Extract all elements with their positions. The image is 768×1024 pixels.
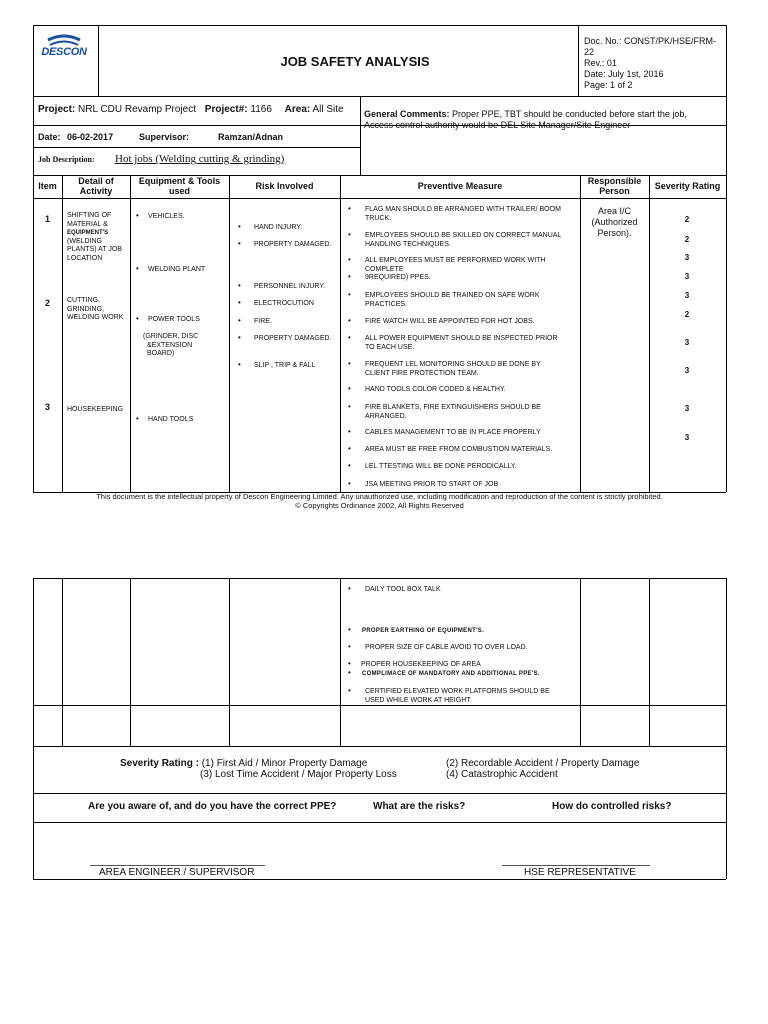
activity-line: WELDING WORK <box>67 314 124 321</box>
supervisor-label: Supervisor: <box>139 132 190 142</box>
risk-item: • PROPERTY DAMAGED. <box>238 239 332 248</box>
severity-value: 2 <box>684 215 690 224</box>
risk-text: PROPERTY DAMAGED. <box>254 241 332 248</box>
date-label: Date: <box>38 132 61 142</box>
risk-text: ELECTROCUTION <box>254 300 314 307</box>
doc-number-line2: 22 <box>584 47 595 57</box>
measure-text: EMPLOYEES SHOULD BE TRAINED ON SAFE WORK <box>365 292 540 299</box>
question-risks: What are the risks? <box>373 801 466 812</box>
activity-line: GRINDING, <box>67 305 104 313</box>
severity-value: 2 <box>684 235 690 244</box>
question-ppe: Are you aware of, and do you have the correct PPE? <box>88 801 337 812</box>
page-title: JOB SAFETY ANALYSIS <box>280 54 430 69</box>
general-comments <box>364 109 724 131</box>
measure-text: USED WHILE WORK AT HEIGHT <box>365 696 471 704</box>
activity-line: (WELDING <box>67 237 102 245</box>
measure-text: COMPLIMACE OF MANDATORY AND ADDITIONAL PPE'S. <box>362 671 540 677</box>
col-header-severity: Severity Rating <box>654 181 721 191</box>
risk-text: SLIP , TRIP & FALL <box>254 362 316 369</box>
measure-item: • PROPER EARTHING OF EQUIPMENT'S. <box>348 627 578 636</box>
signature-area-engineer: AREA ENGINEER / SUPERVISOR <box>99 867 255 878</box>
measure-text: AREA MUST BE FREE FROM COMBUSTION MATERIALS. <box>365 446 553 453</box>
job-description-label: Job Description: <box>38 155 95 164</box>
measure-item: • DAILY TOOL BOX TALK <box>348 586 578 595</box>
copyright-line2: © Copyrights Ordinance 2002, All Rights Reserved <box>295 501 464 510</box>
activity-3: HOUSEKEEPING <box>67 406 124 413</box>
col-header-detail <box>62 176 130 196</box>
activity-line: PLANTS) AT JOB <box>67 246 122 253</box>
measure-item: • CERTIFIED ELEVATED WORK PLATFORMS SHOULD BE USED WHILE WORK AT HEIGHT <box>348 686 550 704</box>
risk-text: PERSONNEL INJURY. <box>254 283 326 290</box>
measure-text: LEL TTESTING WILL BE DONE PERODICALLY. <box>365 463 517 470</box>
equipment-item: • WELDING PLANT <box>136 264 206 273</box>
measure-text: ALL POWER EQUIPMENT SHOULD BE INSPECTED PRIOR <box>365 335 558 342</box>
descon-logo <box>40 32 88 72</box>
severity-value: 3 <box>684 291 690 300</box>
project-row <box>38 104 344 115</box>
measure-text: FIRE BLANKETS, FIRE EXTINGUISHERS SHOULD BE <box>365 404 541 411</box>
measure-item: • EMPLOYEES SHOULD BE TRAINED ON SAFE WORK PRACTICES. <box>348 290 540 308</box>
risk-text: FIRE. <box>254 318 272 325</box>
measure-text: ARRANGED. <box>365 412 407 420</box>
severity-legend-3: (3) Lost Time Accident / Major Property Loss <box>200 769 397 780</box>
signature-line-area-engineer <box>90 865 265 866</box>
comments-line2: Access control authority would be DEL Site Manager/Site Engineer <box>364 120 631 130</box>
risk-item: • HAND INJURY. <box>238 222 302 231</box>
col-header-responsible-line2: Person <box>599 186 630 196</box>
measure-item: • HAND TOOLS COLOR CODED & HEALTHY. <box>348 386 578 395</box>
equipment-text: HAND TOOLS <box>148 416 194 423</box>
risk-item: • FIRE. <box>238 316 272 325</box>
date-row <box>38 132 113 142</box>
col-header-equipment-line1: Equipment & Tools <box>138 176 221 186</box>
measure-item: • PROPER SIZE OF CABLE AVOID TO OVER LOAD. <box>348 644 578 653</box>
measure-text: FLAG MAN SHOULD BE ARRANGED WITH TRAILER/ BOOM <box>365 206 561 213</box>
col-header-responsible-line1: Responsible <box>587 176 642 186</box>
project-number-value: 1166 <box>250 104 272 115</box>
col-header-equipment <box>130 176 229 196</box>
col-header-detail-line2: Activity <box>79 186 113 196</box>
severity-value: 3 <box>684 272 690 281</box>
date-value: 06-02-2017 <box>67 132 114 142</box>
severity-legend-label: Severity Rating : <box>120 758 199 769</box>
equipment-item: • POWER TOOLS <box>136 314 200 323</box>
measure-text: JSA MEETING PRIOR TO START OF JOB <box>365 481 499 488</box>
item-number: 3 <box>44 402 50 412</box>
measure-text: COMPLETE <box>365 265 404 273</box>
doc-date: Date: July 1st, 2016 <box>584 69 664 79</box>
activity-1 <box>67 212 122 263</box>
equipment-sub-line: BOARD) <box>147 350 175 357</box>
risk-item: • PERSONNEL INJURY. <box>238 281 326 290</box>
severity-value: 3 <box>684 253 690 262</box>
equipment-sub <box>143 333 198 359</box>
equipment-sub-line: &EXTENSION <box>147 341 193 349</box>
measure-item: • LEL TTESTING WILL BE DONE PERODICALLY. <box>348 463 578 472</box>
severity-legend-row1 <box>120 758 367 769</box>
measure-item: • 9REQUIRED) PPES. <box>348 274 578 283</box>
comments-line1: Proper PPE, TBT should be conducted before start the job, <box>452 109 687 119</box>
measure-text: CLIENT FIRE PROTECTION TEAM. <box>365 369 479 377</box>
equipment-sub-line: (GRINDER, DISC <box>143 333 199 340</box>
col-header-preventive: Preventive Measure <box>417 181 503 191</box>
equipment-text: VEHICLES. <box>148 213 185 220</box>
severity-legend-4: (4) Catastrophic Accident <box>446 769 558 780</box>
risk-text: HAND INJURY. <box>254 224 302 231</box>
measure-item: • PROPER HOUSEKEEPING OF AREA <box>348 661 578 670</box>
measure-item: • AREA MUST BE FREE FROM COMBUSTION MATERIALS. <box>348 446 578 455</box>
signature-line-hse <box>502 865 650 866</box>
responsible-line: Person). <box>597 228 632 238</box>
measure-item: • COMPLIMACE OF MANDATORY AND ADDITIONAL PPE'S. <box>348 670 578 679</box>
comments-label: General Comments: <box>364 109 450 119</box>
copyright-line1: This document is the intellectual property of Descon Engineering Limited. Any unauthorized use, including modification and reproduction of the content is strictly prohibited. <box>96 492 663 501</box>
equipment-text: WELDING PLANT <box>148 266 206 273</box>
responsible-person <box>580 206 649 239</box>
risk-item: • ELECTROCUTION <box>238 298 314 307</box>
item-number: 1 <box>44 214 50 224</box>
severity-legend-1: (1) First Aid / Minor Property Damage <box>201 758 368 769</box>
measure-item: • CABLES MANAGEMENT TO BE IN PLACE PROPERLY <box>348 429 578 438</box>
measure-item: • FREQUENT LEL MONITORING SHOULD BE DONE BY CLIENT FIRE PROTECTION TEAM. <box>348 359 541 377</box>
measure-item: • ALL EMPLOYEES MUST BE PERFORMED WORK WITH COMPLETE <box>348 255 546 273</box>
measure-item: • FLAG MAN SHOULD BE ARRANGED WITH TRAILER/ BOOM TRUCK. <box>348 204 561 222</box>
responsible-line: (Authorized <box>591 217 638 227</box>
area-label: Area: <box>284 104 311 115</box>
measure-text: PROPER EARTHING OF EQUIPMENT'S. <box>362 628 485 634</box>
measure-item: • JSA MEETING PRIOR TO START OF JOB <box>348 481 578 490</box>
project-value: NRL CDU Revamp Project <box>78 104 197 115</box>
equipment-item: • VEHICLES. <box>136 211 185 220</box>
supervisor-value: Ramzan/Adnan <box>218 132 284 142</box>
measure-item: • EMPLOYEES SHOULD BE SKILLED ON CORRECT MANUAL HANDLING TECHNIQUES. <box>348 230 562 248</box>
measure-text: TO EACH USE. <box>365 343 415 351</box>
measure-text: TRUCK. <box>365 214 392 222</box>
col-header-equipment-line2: used <box>168 186 190 196</box>
activity-line: LOCATION <box>67 254 103 262</box>
measure-text: ALL EMPLOYEES MUST BE PERFORMED WORK WITH <box>365 257 546 264</box>
copyright-notice <box>33 492 726 510</box>
severity-value: 3 <box>684 433 690 442</box>
measure-text: CERTIFIED ELEVATED WORK PLATFORMS SHOULD BE <box>365 688 550 695</box>
measure-text: 9REQUIRED) PPES. <box>365 274 431 281</box>
measure-text: HAND TOOLS COLOR CODED & HEALTHY. <box>365 386 506 393</box>
severity-value: 3 <box>684 338 690 347</box>
risk-text: PROPERTY DAMAGED. <box>254 335 332 342</box>
measure-text: DAILY TOOL BOX TALK <box>365 586 441 593</box>
measure-text: FIRE WATCH WILL BE APPOINTED FOR HOT JOBS. <box>365 318 535 325</box>
measure-text: PRACTICES. <box>365 300 408 308</box>
area-value: All Site <box>312 104 344 115</box>
revision: Rev.: 01 <box>584 58 617 68</box>
signature-hse: HSE REPRESENTATIVE <box>524 867 636 878</box>
measure-item: • ALL POWER EQUIPMENT SHOULD BE INSPECTED PRIOR TO EACH USE. <box>348 333 558 351</box>
measure-text: FREQUENT LEL MONITORING SHOULD BE DONE BY <box>365 361 541 368</box>
project-label: Project: <box>38 104 76 115</box>
logo-text: DESCON <box>41 46 87 58</box>
col-header-risk: Risk Involved <box>255 181 314 191</box>
measure-item: • FIRE BLANKETS, FIRE EXTINGUISHERS SHOULD BE ARRANGED. <box>348 402 541 420</box>
responsible-line: Area I/C <box>597 206 631 216</box>
measure-text: EMPLOYEES SHOULD BE SKILLED ON CORRECT MANUAL <box>365 232 562 239</box>
severity-legend-2: (2) Recordable Accident / Property Damage <box>446 758 640 769</box>
equipment-text: POWER TOOLS <box>148 316 200 323</box>
col-header-responsible <box>580 176 649 196</box>
risk-item: • SLIP , TRIP & FALL <box>238 360 316 369</box>
severity-value: 3 <box>684 366 690 375</box>
measure-text: PROPER SIZE OF CABLE AVOID TO OVER LOAD. <box>365 644 528 651</box>
col-header-item: Item <box>38 181 57 191</box>
col-header-detail-line1: Detail of <box>78 176 114 186</box>
equipment-item: • HAND TOOLS <box>136 414 194 423</box>
severity-value: 2 <box>684 310 690 319</box>
activity-line: CUTTING, <box>67 297 101 304</box>
job-description-value: Hot jobs (Welding cutting & grinding) <box>115 153 285 165</box>
measure-text: HANDLING TECHNIQUES. <box>365 240 451 248</box>
measure-text: CABLES MANAGEMENT TO BE IN PLACE PROPERLY <box>365 429 541 436</box>
page-number: Page: 1 of 2 <box>584 80 633 90</box>
doc-info <box>584 36 716 91</box>
activity-line: EQUIPMENT'S <box>67 230 109 236</box>
item-number: 2 <box>44 298 50 308</box>
project-number-label: Project#: <box>204 104 248 115</box>
question-controls: How do controlled risks? <box>552 801 672 812</box>
risk-item: • PROPERTY DAMAGED. <box>238 333 332 342</box>
activity-line: MATERIAL & <box>67 220 108 228</box>
activity-2 <box>67 297 123 323</box>
measure-text: PROPER HOUSEKEEPING OF AREA <box>361 661 481 668</box>
doc-number-line1: Doc. No.: CONST/PK/HSE/FRM- <box>584 36 717 46</box>
measure-item: • FIRE WATCH WILL BE APPOINTED FOR HOT JOBS. <box>348 318 578 327</box>
severity-value: 3 <box>684 404 690 413</box>
activity-line: SHIFTING OF <box>67 212 112 219</box>
